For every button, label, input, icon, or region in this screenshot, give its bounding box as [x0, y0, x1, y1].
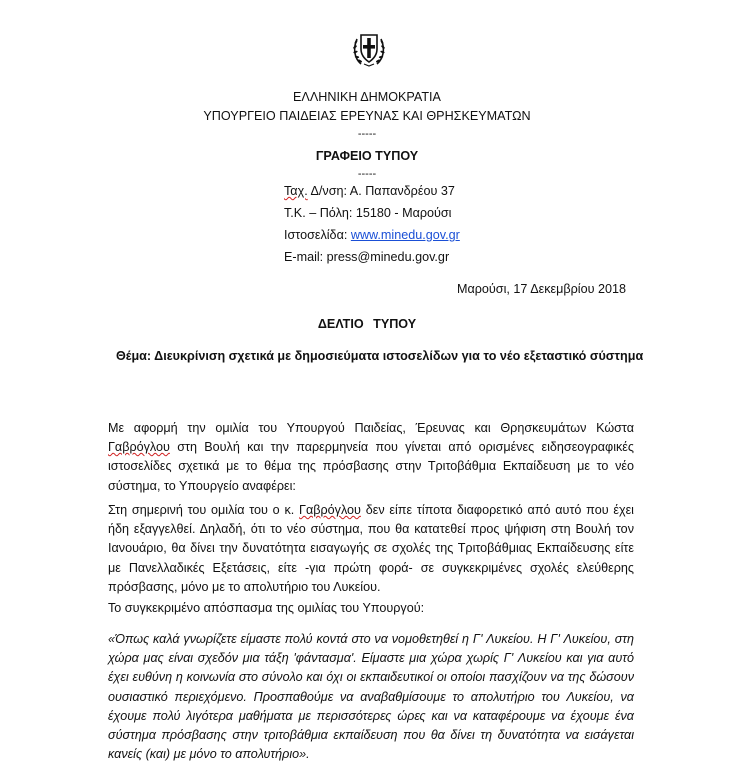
separator: ----- — [357, 128, 377, 140]
ministry-heading: ΥΠΟΥΡΓΕΙΟ ΠΑΙΔΕΙΑΣ ΕΡΕΥΝΑΣ ΚΑΙ ΘΡΗΣΚΕΥΜΑΤΩΝ — [203, 109, 531, 123]
paragraph-text: στη Βουλή και την παρερμηνεία που γίνεται από ορισμένες ειδησεογραφικές ιστοσελίδες σχετικά με το θέμα της πρόσβασης στην Τριτοβάθμια Εκπαίδευση με το νέο σύστημα, το Υπουργείο αναφέρει: — [108, 440, 634, 493]
postal-line: Τ.Κ. – Πόλη: 15180 - Μαρούσι — [284, 206, 452, 220]
minister-name: Γαβρόγλου — [299, 503, 361, 517]
document-type: ΔΕΛΤΙΟ ΤΥΠΟΥ — [317, 317, 417, 331]
press-office-heading: ΓΡΑΦΕΙΟ ΤΥΠΟΥ — [315, 149, 419, 163]
document-subject: Θέμα: Διευκρίνιση σχετικά με δημοσιεύματα ιστοσελίδων για το νέο εξεταστικό σύστημα — [116, 349, 644, 363]
document-date: Μαρούσι, 17 Δεκεμβρίου 2018 — [456, 282, 626, 296]
paragraph-text: Με αφορμή την ομιλία του Υπουργού Παιδείας, Έρευνας και Θρησκευμάτων Κώστα — [108, 421, 634, 435]
quote-paragraph: «Όπως καλά γνωρίζετε είμαστε πολύ κοντά στο να νομοθετηθεί η Γ' Λυκείου. Η Γ' Λυκείου, στη χώρα μας είναι σχεδόν μια τάξη 'φάντασμα'. Είμαστε μια χώρα χωρίς Γ' Λυκείου και για αυτό έχει ευθύνη η κοινωνία στο σύνολο και όχι οι εκπαιδευτικοί οι οποίοι πασχίζουν να της δώσουν ουσιαστικό περιεχόμενο. Προσπαθούμε να αναβαθμίσουμε το απολυτήριο του Λυκείου, να έχουμε πολύ λιγότερα μαθήματα με περισσότερες ώρες και να καταφέρουμε να έχουμε ένα σύστημα πρόσβασης στην τριτοβάθμια εκπαίδευση που θα δίνει τη δυνατότητα να εισάγεται κανείς (και) με μόνο το απολυτήριο». — [108, 632, 634, 762]
separator: ----- — [357, 168, 377, 180]
website-line — [284, 228, 460, 242]
address-label: Ταχ. — [284, 184, 308, 198]
greek-coat-of-arms-icon — [352, 30, 386, 68]
address-text: Δ/νση: Α. Παπανδρέου 37 — [307, 184, 455, 198]
minister-name: Γαβρόγλου — [108, 440, 170, 455]
website-label: Ιστοσελίδα: — [284, 228, 351, 242]
body-paragraph: Το συγκεκριμένο απόσπασμα της ομιλίας του Υπουργού: — [108, 601, 425, 615]
paragraph-text: δεν είπε τίποτα διαφορετικό από αυτό που έχει ήδη εξαγγελθεί. Δηλαδή, ότι το νέο σύστημα, που θα κατατεθεί προς ψήφιση στη Βουλή τον Ιανουάριο, θα δίνει την δυνατότητα εισαγωγής σε σχολές της Τριτοβάθμιας Εκπαίδευσης είτε με Πανελλαδικές Εξετάσεις, είτε -για πρώτη φορά- σε συγκεκριμένες σχολές ελεύθερης πρόσβασης, μόνο με το απολυτήριο του Λυκείου. — [108, 503, 634, 594]
paragraph-text: Στη σημερινή του ομιλία του ο κ. — [108, 503, 300, 517]
email-line: E-mail: press@minedu.gov.gr — [284, 250, 450, 264]
body-paragraph — [108, 501, 634, 597]
republic-heading: ΕΛΛΗΝΙΚΗ ΔΗΜΟΚΡΑΤΙΑ — [293, 90, 441, 104]
body-paragraph — [108, 419, 634, 496]
website-link[interactable]: www.minedu.gov.gr — [350, 228, 460, 242]
address-line — [284, 184, 455, 198]
